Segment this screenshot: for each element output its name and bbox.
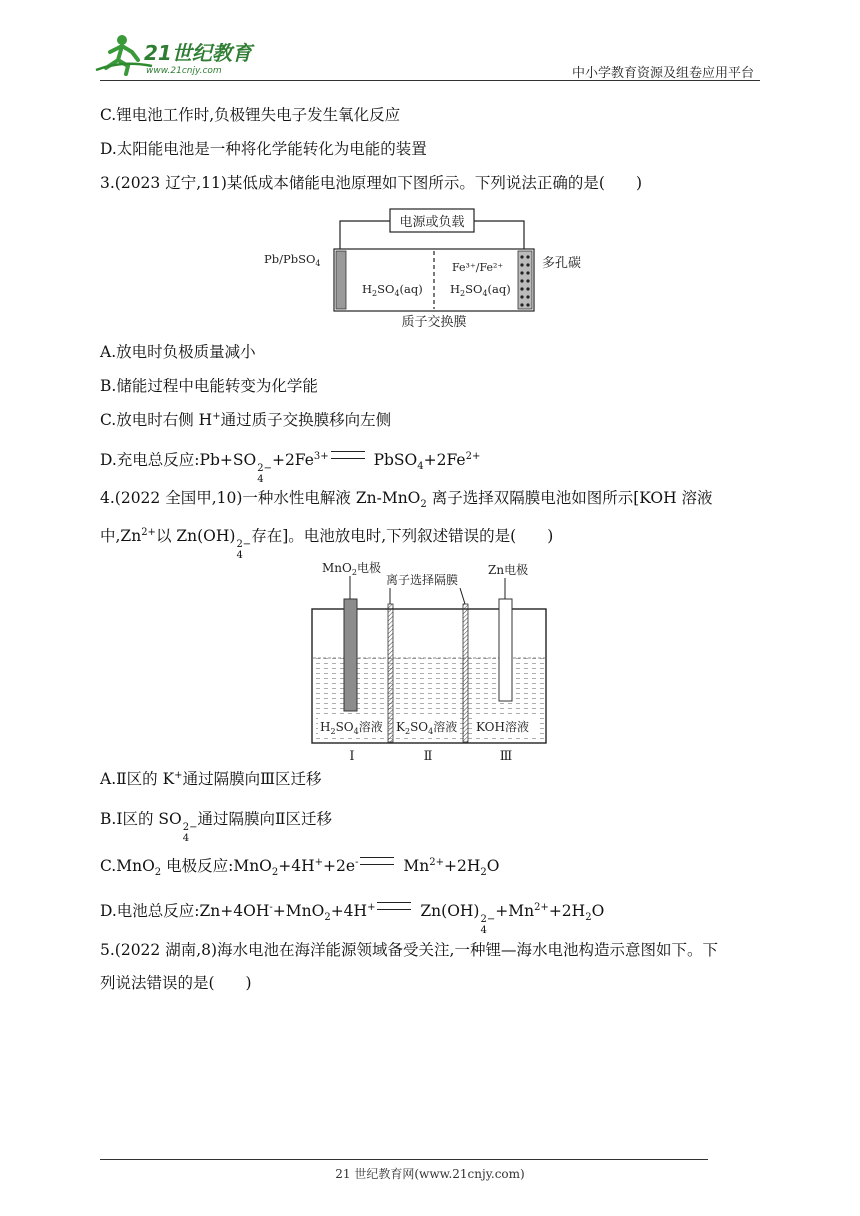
membrane-label: 质子交换膜	[401, 315, 467, 330]
right-electrode-label: 多孔碳	[542, 256, 582, 271]
membrane-label: 离子选择隔膜	[386, 573, 459, 587]
header-divider	[100, 80, 760, 81]
reaction-equals-sign	[377, 902, 411, 910]
q4-stem-line1: 4.(2022 全国甲,10)一种水性电解液 Zn-MnO$_2$ 离子选择双隔膜电池如图所示[KOH 溶液	[100, 489, 713, 511]
solution-3-label: KOH溶液	[476, 720, 529, 734]
left-solution-label: $H_2SO_4(aq)$	[362, 282, 423, 298]
zn-electrode-label: Zn电极	[488, 563, 529, 577]
figure-double-membrane-battery	[300, 556, 562, 768]
logo-url: www.21cnjy.com	[146, 66, 222, 76]
mno2-electrode	[344, 599, 357, 711]
q4-option-b: B.Ⅰ区的 SO 2− 4 通过隔膜向Ⅱ区迁移	[100, 810, 332, 844]
q5-stem-line2: 列说法错误的是( )	[100, 974, 252, 992]
left-electrode-label: Pb/PbSO$_4$	[264, 252, 321, 268]
q3-option-c: C.放电时右侧 H+通过质子交换膜移向左侧	[100, 410, 392, 429]
q3-stem: 3.(2023 辽宁,11)某低成本储能电池原理如下图所示。下列说法正确的是( )	[100, 174, 643, 192]
q4-stem-line2: 中$,Zn^{2+}$以 Zn(OH) 2− 4 存在]。电池放电时,下列叙述错误的是( )	[100, 526, 554, 561]
q4-option-a: A.Ⅱ区的 K+通过隔膜向Ⅲ区迁移	[100, 769, 322, 788]
footer-divider	[100, 1159, 708, 1160]
solution-2-label: $K_2SO_4$溶液	[396, 720, 458, 736]
q4-option-d: D.电池总反应:Zn+4OH-+MnO$_2$+4H+ Zn(OH) 2− 4 $+Mn^{2+}+2H_2O$	[100, 901, 605, 936]
q3-option-a: A.放电时负极质量减小	[100, 343, 256, 361]
region-3-label: Ⅲ	[499, 749, 513, 764]
zn-electrode	[499, 599, 512, 701]
q3-option-d: D.充电总反应:Pb+SO 2− 4 $+2Fe^{3+}$ $PbSO_4+2Fe^{2+}$	[100, 450, 481, 485]
option-c-prev: C.锂电池工作时,负极锂失电子发生氧化反应	[100, 106, 401, 124]
region-1-label: Ⅰ	[349, 749, 355, 764]
q5-stem-line1: 5.(2022 湖南,8)海水电池在海洋能源领域备受关注,一种锂—海水电池构造示意图如下。下	[100, 941, 718, 959]
solution-1-label: $H_2SO_4$溶液	[320, 720, 383, 736]
site-logo	[92, 30, 262, 80]
pb-electrode	[336, 251, 346, 309]
power-load-label: 电源或负载	[399, 215, 465, 230]
right-solution-label: $H_2SO_4(aq)$	[450, 282, 511, 298]
right-ions-label: Fe³⁺/Fe²⁺	[452, 261, 504, 274]
membrane-left	[388, 604, 393, 742]
header-platform-text: 中小学教育资源及组卷应用平台	[571, 66, 754, 81]
figure-energy-storage-battery	[262, 205, 602, 330]
mno2-electrode-label: MnO$_2$电极	[322, 561, 381, 577]
region-2-label: Ⅱ	[423, 749, 433, 764]
option-d-prev: D.太阳能电池是一种将化学能转化为电能的装置	[100, 140, 427, 158]
q3-option-b: B.储能过程中电能转变为化学能	[100, 377, 318, 395]
membrane-right	[463, 604, 468, 742]
porous-carbon-electrode	[518, 251, 532, 309]
reaction-equals-sign	[331, 451, 365, 459]
q4-option-c: C.MnO$_2$ 电极反应:MnO$_2$+4H++2e- $Mn^{2+}+2H_2O$	[100, 856, 500, 879]
reaction-equals-sign	[360, 857, 394, 865]
logo-text: 21世纪教育	[144, 41, 252, 65]
footer-text: 21 世纪教育网(www.21cnjy.com)	[335, 1167, 525, 1181]
